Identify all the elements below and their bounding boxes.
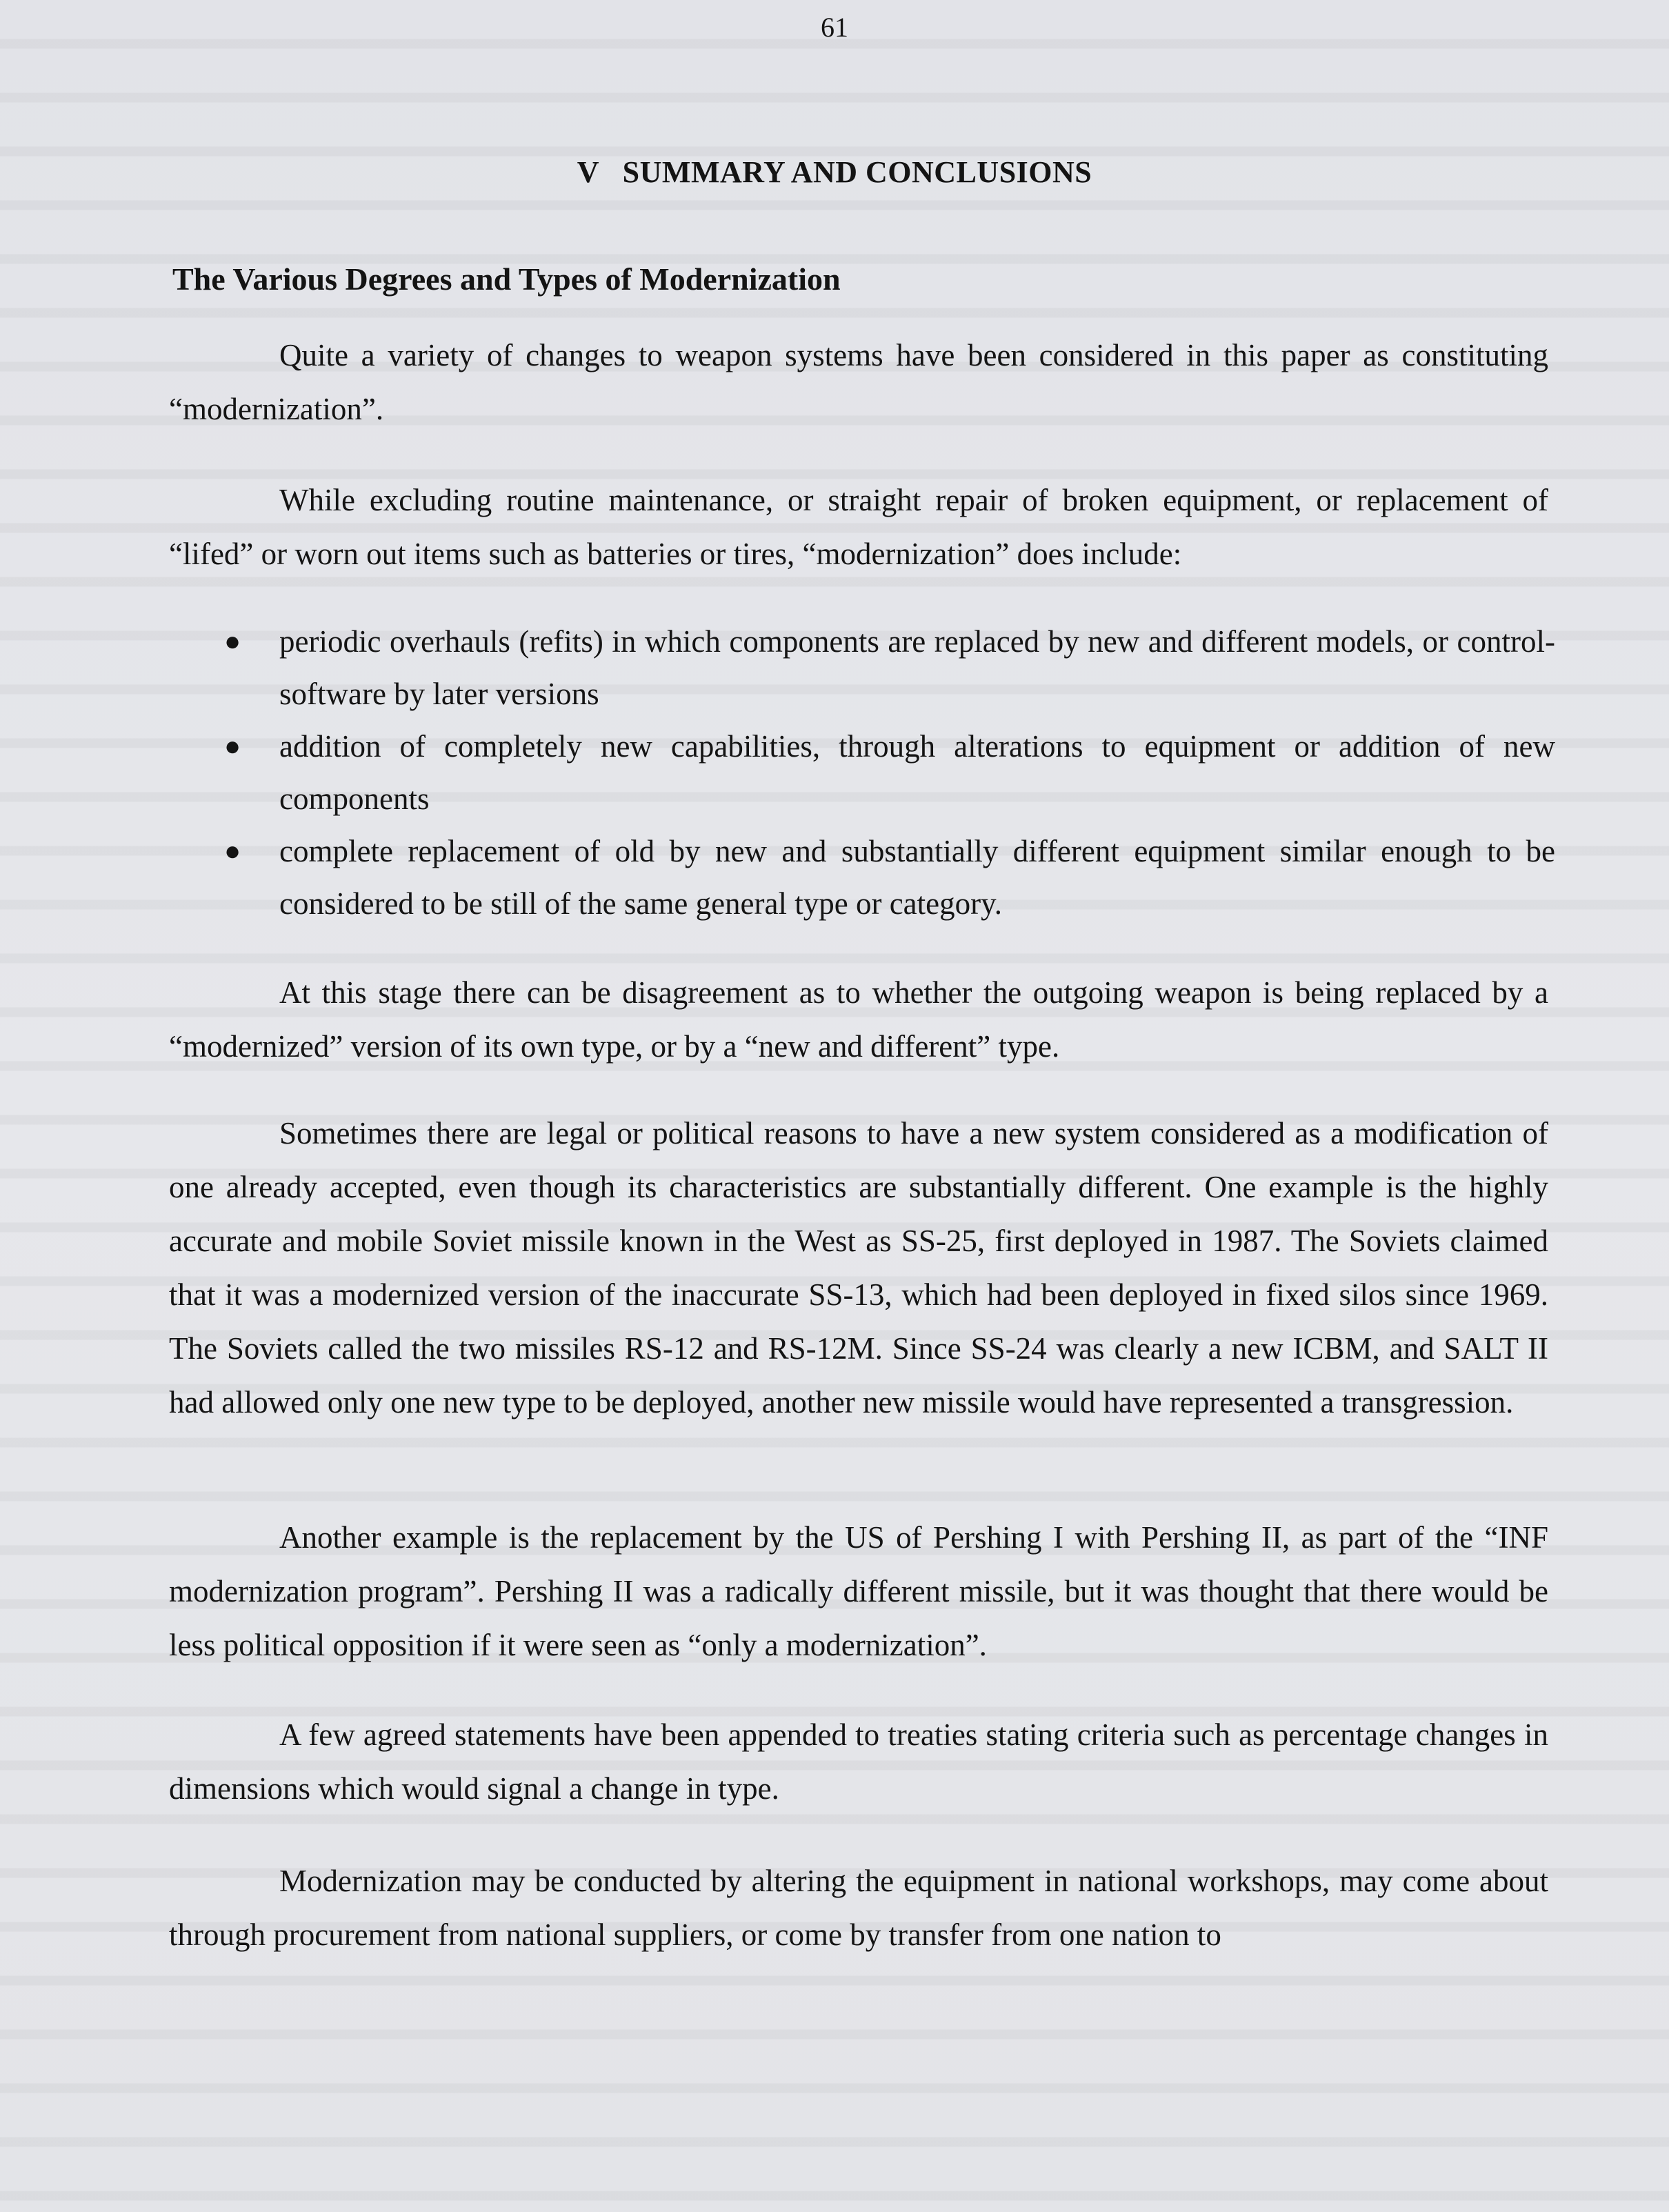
bullet-icon: ● [224, 626, 241, 657]
paragraph-6: A few agreed statements have been appended to treaties stating criteria such as percentage changes in dimensions which would signal a change in type. [169, 1717, 1548, 1806]
section-heading: The Various Degrees and Types of Modernization [172, 261, 841, 297]
paragraph-7: Modernization may be conducted by altering the equipment in national workshops, may come about through procurement from national suppliers, or come by transfer from one nation to [169, 1864, 1548, 1952]
list-item [221, 615, 1555, 720]
modernization-list [221, 615, 1555, 930]
paragraph-2: While excluding routine maintenance, or straight repair of broken equipment, or replacement of “lifed” or worn out items such as batteries or tires, “modernization” does include: [169, 483, 1548, 571]
bullet-icon: ● [224, 835, 241, 866]
bullet-icon: ● [224, 730, 241, 761]
chapter-title: V SUMMARY AND CONCLUSIONS [577, 155, 1092, 189]
paragraph-4: Sometimes there are legal or political reasons to have a new system considered as a modification of one already accepted, even though its characteristics are substantially different. One example is the highly accurate and mobile Soviet missile known in the West as SS-25, first deployed in 1987. The Soviets claimed that it was a modernized version of the inaccurate SS-13, which had been deployed in fixed silos since 1969. The Soviets called the two missiles RS-12 and RS-12M. Since SS-24 was clearly a new ICBM, and SALT II had allowed only one new type to be deployed, another new missile would have represented a transgression. [169, 1116, 1548, 1419]
page-number: 61 [821, 12, 848, 43]
list-item [221, 825, 1555, 930]
paragraph-5: Another example is the replacement by the US of Pershing I with Pershing II, as part of the “INF modernization program”. Pershing II was a radically different missile, but it was thought that there would be less political opposition if it were seen as “only a modernization”. [169, 1520, 1548, 1662]
list-item-text: addition of completely new capabilities, through alterations to equipment or addition of new components [279, 729, 1555, 816]
paragraph-3: At this stage there can be disagreement as to whether the outgoing weapon is being replaced by a “modernized” version of its own type, or by a “new and different” type. [169, 975, 1548, 1064]
paragraph-1: Quite a variety of changes to weapon systems have been considered in this paper as constituting “modernization”. [169, 338, 1548, 426]
list-item-text: complete replacement of old by new and substantially different equipment similar enough to be considered to be still of the same general type or category. [279, 834, 1555, 921]
list-item-text: periodic overhauls (refits) in which components are replaced by new and different models, or control-software by later versions [279, 624, 1555, 711]
list-item [221, 720, 1555, 825]
